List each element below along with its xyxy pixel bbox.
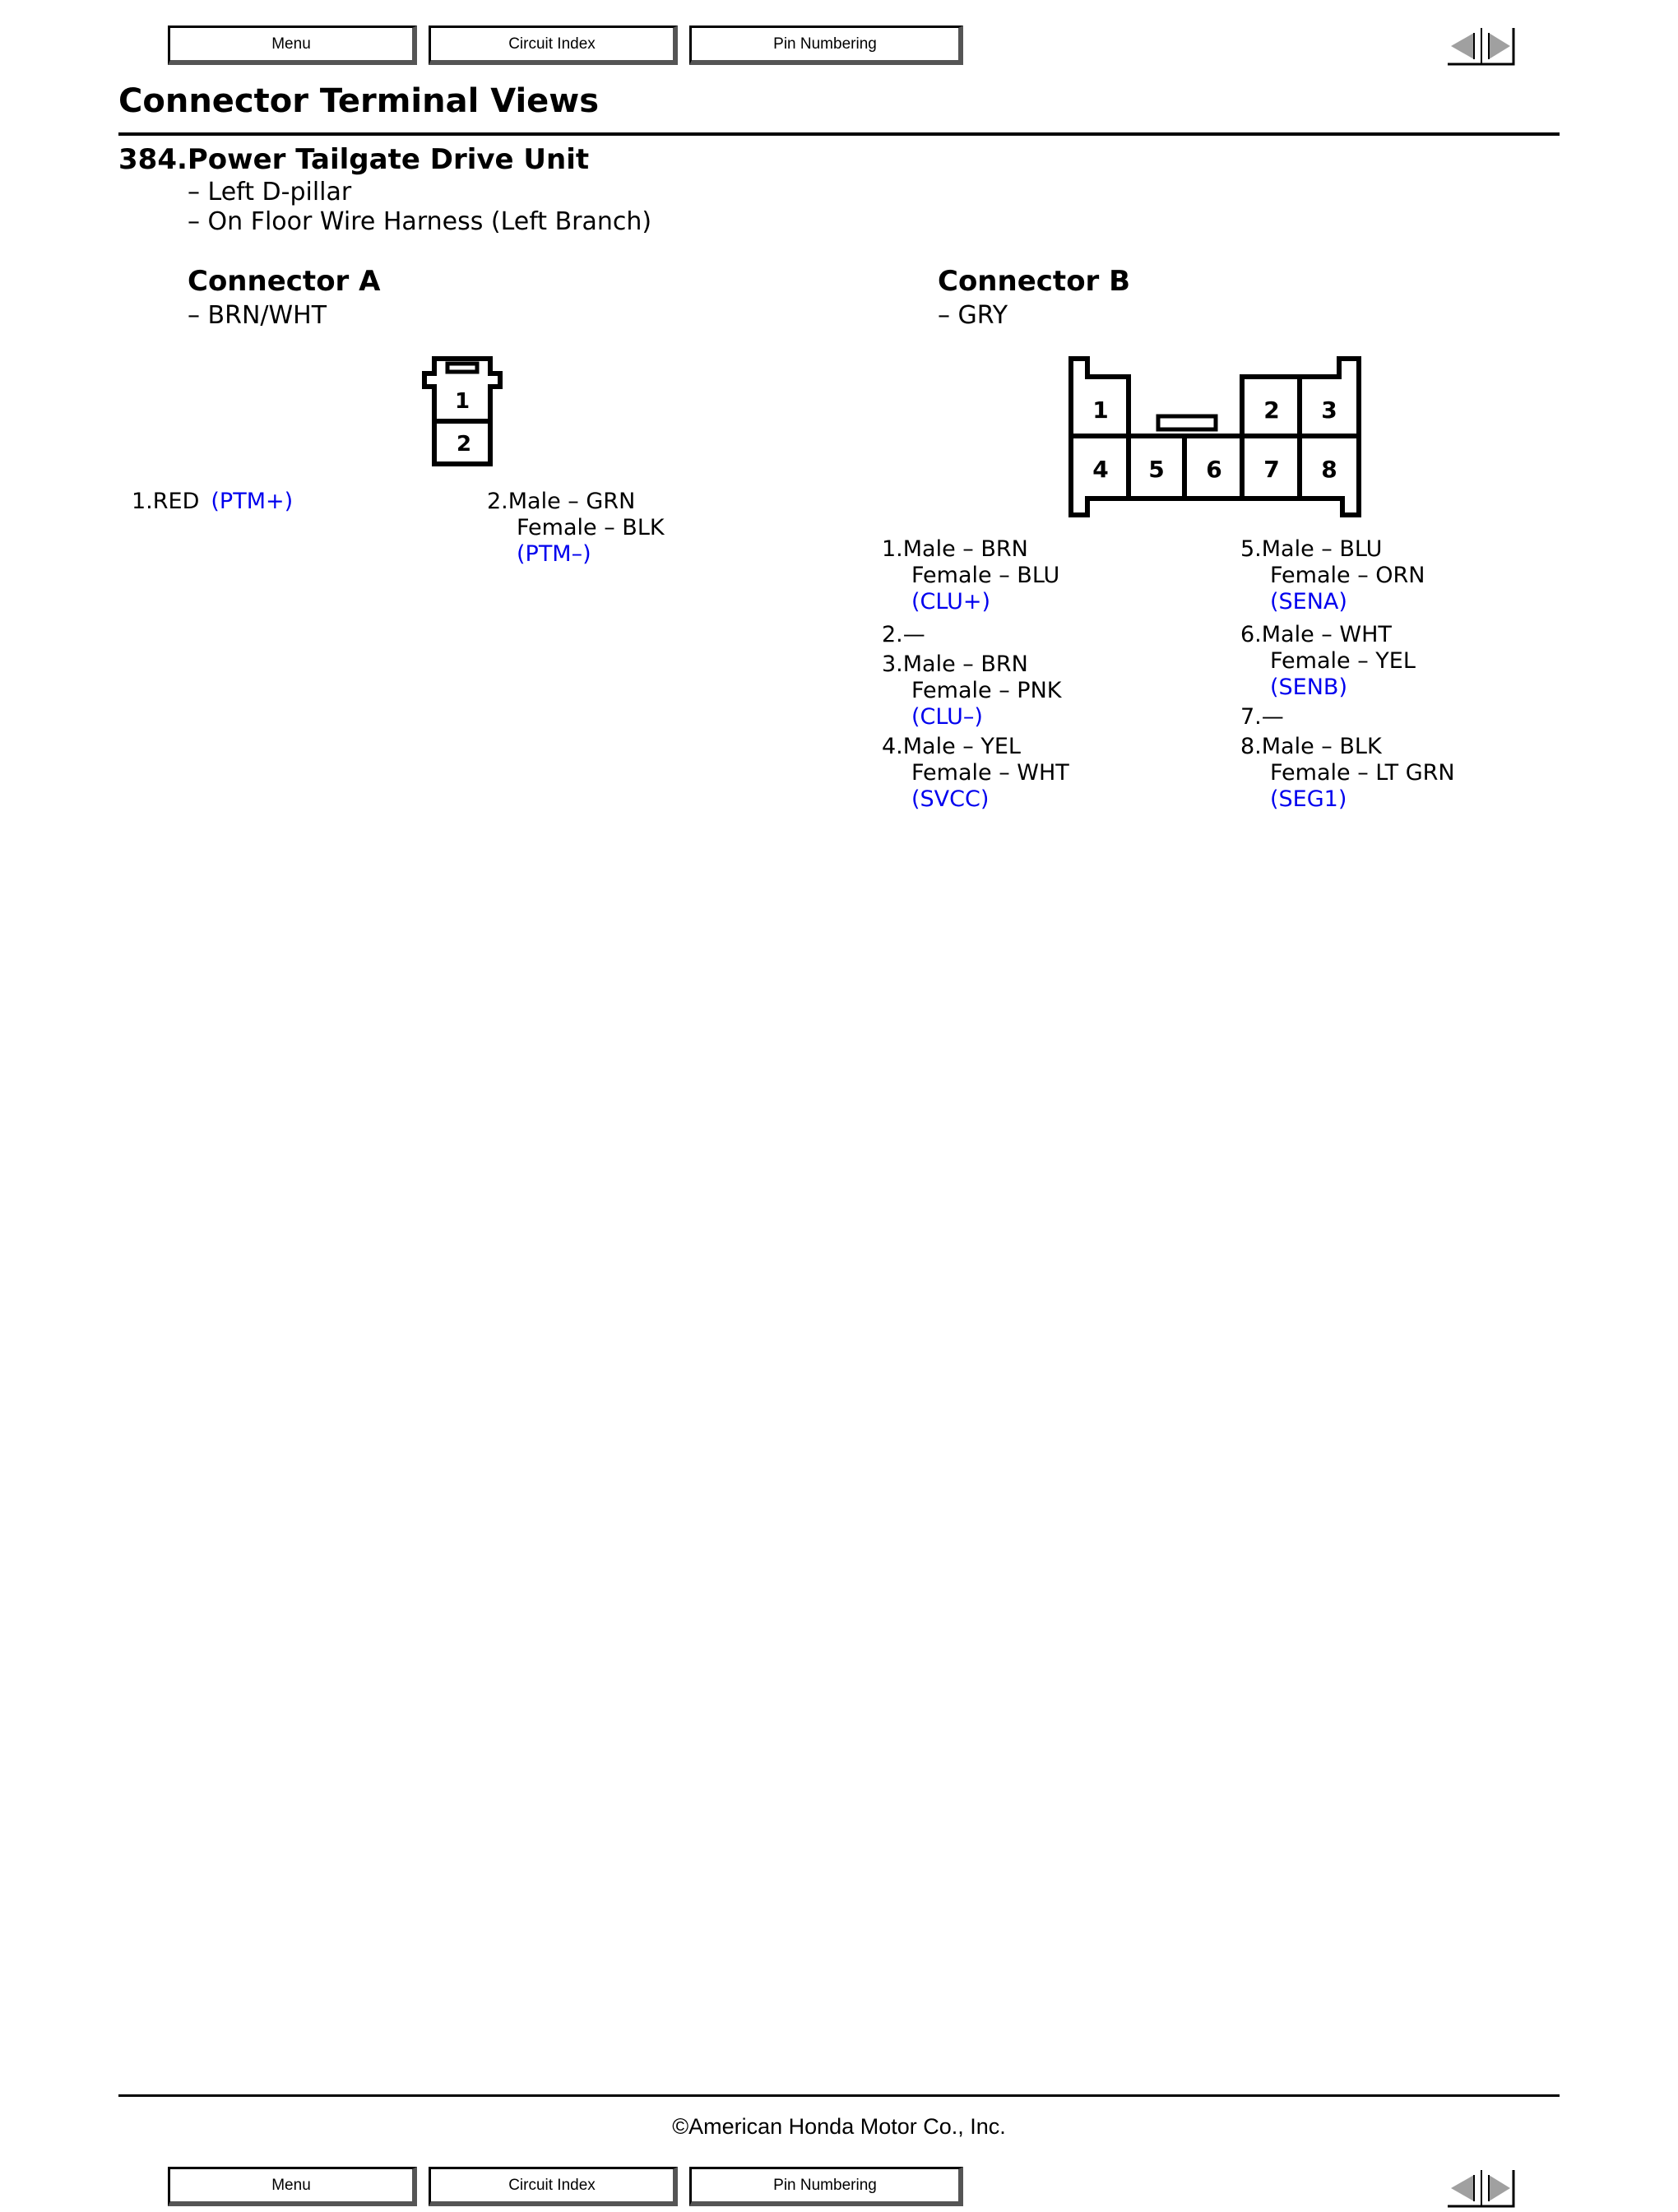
connector-b-pin-3: 3.Male – BRN Female – PNK (CLU–) — [882, 652, 1062, 730]
cavity-label-b7: 7 — [1263, 456, 1280, 483]
menu-button[interactable]: Menu — [168, 26, 417, 65]
connector-b-pin-1: 1.Male – BRN Female – BLU (CLU+) — [882, 536, 1060, 614]
right-arrow-icon[interactable] — [1482, 2168, 1517, 2208]
connector-b-pin-6: 6.Male – WHT Female – YEL (SENB) — [1240, 622, 1416, 700]
left-arrow-icon[interactable] — [1446, 26, 1481, 66]
copyright-text: ©American Honda Motor Co., Inc. — [672, 2114, 1006, 2139]
cavity-label-b4: 4 — [1092, 456, 1109, 483]
section-title: 384.Power Tailgate Drive Unit — [118, 143, 590, 176]
circuit-index-button-bottom[interactable]: Circuit Index — [429, 2167, 678, 2206]
cavity-label-a2: 2 — [456, 432, 472, 457]
title-divider — [118, 132, 1560, 136]
cavity-label-b3: 3 — [1321, 396, 1337, 424]
page-arrows-bottom — [1446, 2168, 1517, 2208]
right-arrow-icon[interactable] — [1482, 26, 1517, 66]
cavity-label-a1: 1 — [454, 389, 470, 414]
menu-button-bottom[interactable]: Menu — [168, 2167, 417, 2206]
connector-b-title: Connector B — [938, 265, 1131, 298]
cavity-label-b6: 6 — [1206, 456, 1222, 483]
connector-b-pin-2: 2.— — [882, 622, 925, 647]
connector-a-color: – BRN/WHT — [188, 301, 327, 330]
location-line-1: – Left D-pillar — [188, 178, 352, 206]
connector-b-pin-8: 8.Male – BLK Female – LT GRN (SEG1) — [1240, 734, 1455, 812]
connector-b-color: – GRY — [938, 301, 1008, 330]
connector-b-pin-7: 7.— — [1240, 704, 1284, 730]
pin-numbering-button-bottom[interactable]: Pin Numbering — [689, 2167, 963, 2206]
connector-b-diagram — [1061, 354, 1374, 518]
connector-b-pin-4: 4.Male – YEL Female – WHT (SVCC) — [882, 734, 1069, 812]
cavity-label-b8: 8 — [1321, 456, 1337, 483]
page-title: Connector Terminal Views — [118, 82, 600, 120]
connector-a-pin-1: 1.RED (PTM+) — [132, 489, 294, 514]
cavity-label-b5: 5 — [1148, 456, 1165, 483]
footer-divider — [118, 2094, 1560, 2097]
connector-a-diagram — [415, 354, 513, 469]
pin-numbering-button[interactable]: Pin Numbering — [689, 26, 963, 65]
cavity-label-b1: 1 — [1092, 396, 1109, 424]
cavity-label-b2: 2 — [1263, 396, 1280, 424]
connector-b-pin-5: 5.Male – BLU Female – ORN (SENA) — [1240, 536, 1425, 614]
connector-a-pin-2: 2.Male – GRN Female – BLK (PTM–) — [487, 489, 665, 567]
location-line-2: – On Floor Wire Harness (Left Branch) — [188, 207, 652, 236]
connector-a-title: Connector A — [188, 265, 381, 298]
circuit-index-button[interactable]: Circuit Index — [429, 26, 678, 65]
left-arrow-icon[interactable] — [1446, 2168, 1481, 2208]
page-arrows — [1446, 26, 1517, 66]
